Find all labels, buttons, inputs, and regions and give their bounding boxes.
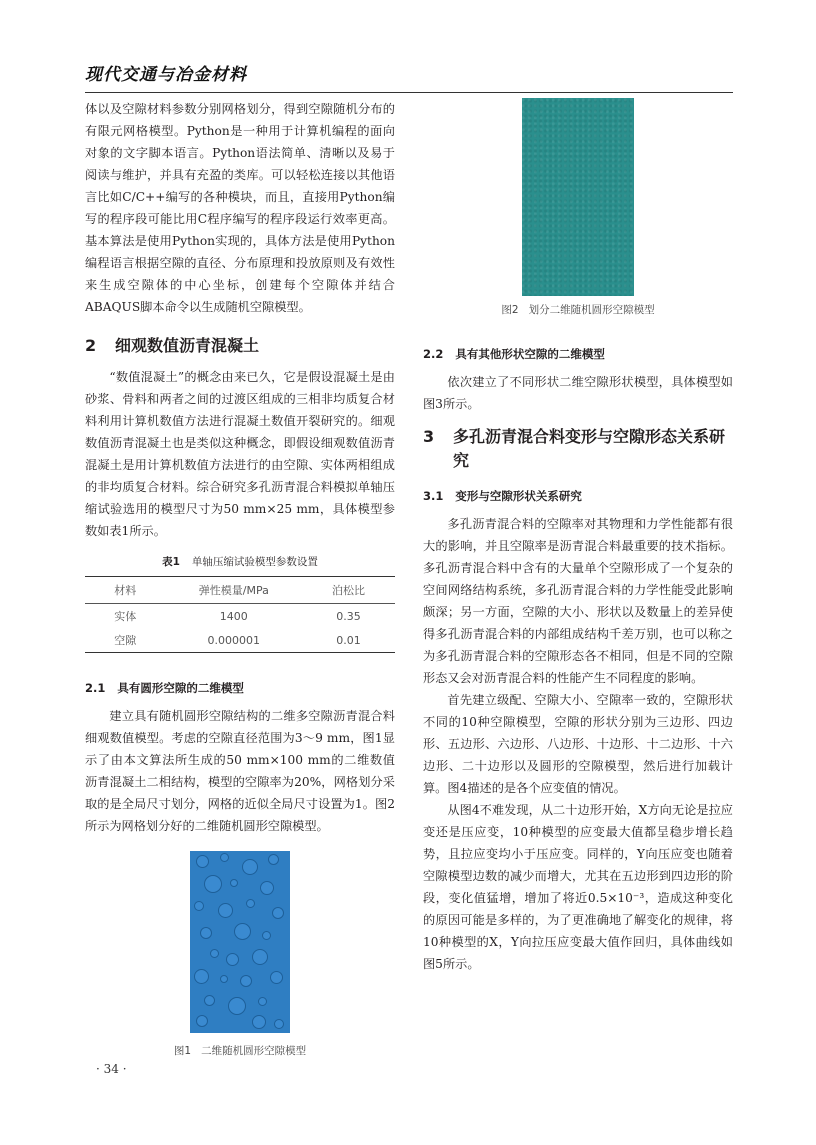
pore [194,901,204,911]
pore [234,923,251,940]
table-label: 表1 [162,556,180,568]
pore [194,969,209,984]
figure-2-image [522,98,634,296]
section-title: 细观数值沥青混凝土 [115,336,260,355]
section-3-1-heading [423,487,733,505]
section-2-2-paragraph: 依次建立了不同形状二维空隙形状模型，具体模型如图3所示。 [423,375,733,411]
table-header-row [85,577,395,604]
pore [270,971,283,984]
section-title: 具有圆形空隙的二维模型 [117,681,244,695]
pore [262,931,271,940]
table-row [85,628,395,653]
section-3-heading [423,425,733,473]
pore [200,927,212,939]
figure-1-caption [85,1043,395,1058]
section-title: 多孔沥青混合料变形与空隙形态关系研究 [453,427,726,470]
section-2-paragraph: “数值混凝土”的概念由来已久，它是假设混凝土是由砂浆、骨料和两者之间的过渡区组成的三相非均质复合材料利用计算机数值方法进行混凝土数值开裂研究的。细观数值沥青混凝土也是类似这种概念，即假设细观数值沥青混凝土是用计算机数值方法进行的由空隙、实体两相组成的非均质复合材料。综合研究多孔沥青混合料模拟单轴压缩试验选用的模型尺寸为50 mm×25 mm，具体模型参数如表1所示。 [85,370,395,538]
pore [220,853,229,862]
pore [196,855,209,868]
pore [230,879,238,887]
figure-2-caption [423,302,733,317]
table-header-cell: 弹性模量/MPa [166,577,302,604]
pore [252,1015,266,1029]
pore [204,875,222,893]
table-cell: 空隙 [85,628,166,653]
figure-caption-text: 划分二维随机圆形空隙模型 [528,304,655,316]
section-3-1-paragraph: 首先建立级配、空隙大小、空隙率一致的，空隙形状不同的10种空隙模型，空隙的形状分别为三边形、四边形、五边形、六边形、八边形、十边形、十二边形、十六边形、二十边形以及圆形的空隙模型，然后进行加载计算。图4描述的是各个应变值的情况。 [423,693,733,795]
header-rule [85,92,733,93]
table-header-cell: 泊松比 [302,577,395,604]
section-number: 2.2 [423,347,444,361]
left-column [85,98,395,1058]
figure-caption-text: 二维随机圆形空隙模型 [201,1045,307,1057]
pore [240,975,252,987]
table-cell: 1400 [219,609,248,623]
section-2-1-heading [85,679,395,697]
section-title: 变形与空隙形状关系研究 [455,489,582,503]
section-number: 2 [85,336,97,355]
table-header-cell: 材料 [85,577,166,604]
pore [226,953,239,966]
table-cell: 0.000001 [166,628,302,653]
section-2-1-paragraph: 建立具有随机圆形空隙结构的二维多空隙沥青混合料细观数值模型。考虑的空隙直径范围为3～9 mm，图1显示了由本文算法所生成的50 mm×100 mm的二维数值沥青混凝土二相结构，模型的空隙率为20%，网格划分采取的是全局尺寸划分，网格的近似全局尺寸设置为1。图2所示为网格划分好的二维随机圆形空隙模型。 [85,709,395,833]
figure-label: 图2 [501,304,519,316]
pore [268,854,279,865]
section-number: 3.1 [423,489,444,503]
pore [210,949,219,958]
pore [196,1015,208,1027]
section-3-1-paragraph: 多孔沥青混合料的空隙率对其物理和力学性能都有很大的影响，并且空隙率是沥青混合料最重要的技术指标。多孔沥青混合料中含有的大量单个空隙形成了一个复杂的空间网络结构系统，多孔沥青混合料的力学性能受此影响颇深；另一方面，空隙的大小、形状以及数量上的差异使得多孔沥青混合料的内部组成结构千差万别，也可以称之为多孔沥青混合料的空隙形态各不相同，但是不同的空隙形态又会对沥青混合料的性能产生不同程度的影响。 [423,517,733,685]
table-title: 单轴压缩试验模型参数设置 [191,556,318,568]
figure-1-image [190,851,290,1033]
intro-paragraph: 体以及空隙材料参数分别网格划分，得到空隙随机分布的有限元网格模型。Python是一种用于计算机编程的面向对象的文字脚本语言。Python语法简单、清晰以及易于阅读与维护，并具有充盈的类库。可以轻松连接以其他语言比如C/C++编写的各种模块，而且，直接用Python编写的程序段可能比用C程序编写的程序段运行效率更高。基本算法是使用Python实现的，具体方法是使用Python编程语言根据空隙的直径、分布原理和投放原则及有效性来生成空隙体的中心坐标，创建每个空隙体并结合ABAQUS脚本命令以生成随机空隙模型。 [85,102,395,314]
table-cell: 0.35 [336,609,361,623]
section-title: 具有其他形状空隙的二维模型 [455,347,605,361]
section-number: 2.1 [85,681,106,695]
figure-label: 图1 [173,1045,192,1057]
pore [260,881,274,895]
pore [242,859,258,875]
table-row [85,604,395,629]
section-number: 3 [423,427,435,446]
section-3-1-paragraph: 从图4不难发现，从二十边形开始，X方向无论是拉应变还是压应变，10种模型的应变最大值都呈稳步增长趋势，且拉应变均小于压应变。同样的，Y向压应变也随着空隙模型边数的减少而增大，尤其在五边形到四边形的阶段，变化值猛增，增加了将近0.5×10⁻³，造成这种变化的原因可能是多样的，为了更准确地了解变化的规律，将10种模型的X，Y向拉压应变最大值作回归，具体曲线如图5所示。 [423,803,733,971]
pore [258,997,267,1006]
journal-logo: 现代交通与冶金材料 [85,65,247,85]
pore [220,975,228,983]
pore [274,1019,284,1029]
table-1 [85,576,395,653]
page-number: · 34 · [96,1062,127,1076]
pore [204,995,215,1006]
table-1-caption [85,554,395,570]
section-2-heading [85,334,395,358]
pore [228,997,246,1015]
section-2-2-heading [423,345,733,363]
pore [218,903,233,918]
pore [252,949,268,965]
table-cell: 0.01 [302,628,395,653]
right-column [423,98,733,975]
table-cell: 实体 [114,610,137,623]
pore [246,899,255,908]
pore [272,907,284,919]
